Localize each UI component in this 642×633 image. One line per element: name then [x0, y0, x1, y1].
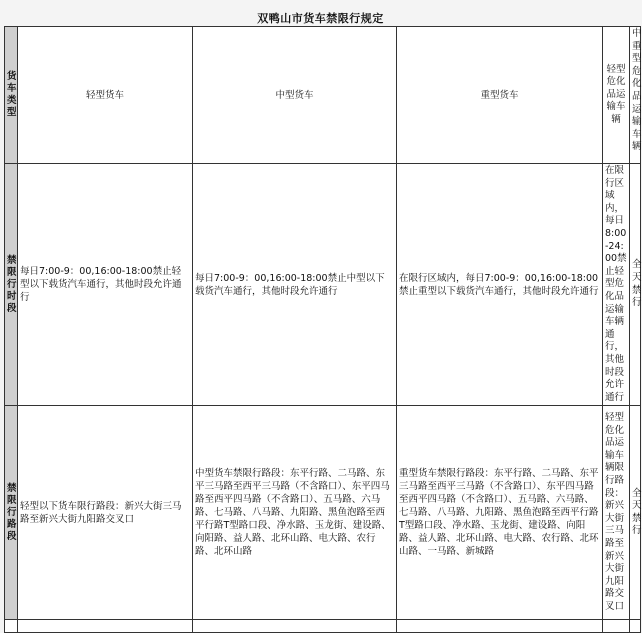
- cell-time-light: 每日7:00-9：00,16:00-18:00禁止轻型以下载货汽车通行，其他时段允许通行: [18, 164, 193, 406]
- table-header-row: [5, 27, 641, 164]
- cut-cell: [630, 620, 641, 633]
- col-header-heavy: 重型货车: [397, 27, 603, 164]
- truck-restriction-table: [4, 26, 641, 633]
- row-label-time: 禁限行时段: [5, 164, 18, 406]
- cut-cell: [18, 620, 193, 633]
- col-header-light: 轻型货车: [18, 27, 193, 164]
- cut-cell: [397, 620, 603, 633]
- col-header-hazmat-heavy: 中重型危化品运输车辆: [630, 27, 641, 164]
- row-label-road: 禁限行路段: [5, 406, 18, 620]
- cell-road-heavy: 重型货车禁限行路段：东平行路、二马路、东平三马路至西平三马路（不含路口）、东平四马路至西平四马路（不含路口）、五马路、六马路、七马路、八马路、九阳路、黑鱼泡路至西平行路T型路口段、净水路、玉龙街、建设路、向阳路、益人路、北环山路、电大路、农行路、北环山路、一马路、新城路: [397, 406, 603, 620]
- row-label-truck-type: 货车类型: [5, 27, 18, 164]
- cell-time-hazmat-light: 在限行区域内，每日8:00-24:00禁止轻型危化品运输车辆通行，其他时段允许通行: [603, 164, 630, 406]
- cell-road-medium: 中型货车禁限行路段：东平行路、二马路、东平三马路至西平三马路（不含路口）、东平四马路至西平四马路（不含路口）、五马路、六马路、七马路、八马路、九阳路、黑鱼泡路至西平行路T型路口段、净水路、玉龙街、建设路、向阳路、益人路、北环山路、电大路、农行路、北环山路: [193, 406, 397, 620]
- cell-road-hazmat-heavy: 全天禁行: [630, 406, 641, 620]
- cell-time-heavy: 在限行区域内，每日7:00-9：00,16:00-18:00禁止重型以下载货汽车通行，其他时段允许通行: [397, 164, 603, 406]
- table-row-road: [5, 406, 641, 620]
- table-row-cut: [5, 620, 641, 633]
- cell-time-hazmat-heavy: 全天禁行: [630, 164, 641, 406]
- cut-cell: [603, 620, 630, 633]
- col-header-medium: 中型货车: [193, 27, 397, 164]
- cut-cell: [193, 620, 397, 633]
- cut-cell: [5, 620, 18, 633]
- col-header-hazmat-light: 轻型危化品运输车辆: [603, 27, 630, 164]
- cell-time-medium: 每日7:00-9：00,16:00-18:00禁止中型以下载货汽车通行，其他时段允许通行: [193, 164, 397, 406]
- cell-road-hazmat-light: 轻型危化品运输车辆限行路段：新兴大街三马路至新兴大街九阳路交叉口: [603, 406, 630, 620]
- cell-road-light: 轻型以下货车限行路段：新兴大街三马路至新兴大街九阳路交叉口: [18, 406, 193, 620]
- table-row-time: [5, 164, 641, 406]
- document-title: 双鸭山市货车禁限行规定: [257, 12, 384, 25]
